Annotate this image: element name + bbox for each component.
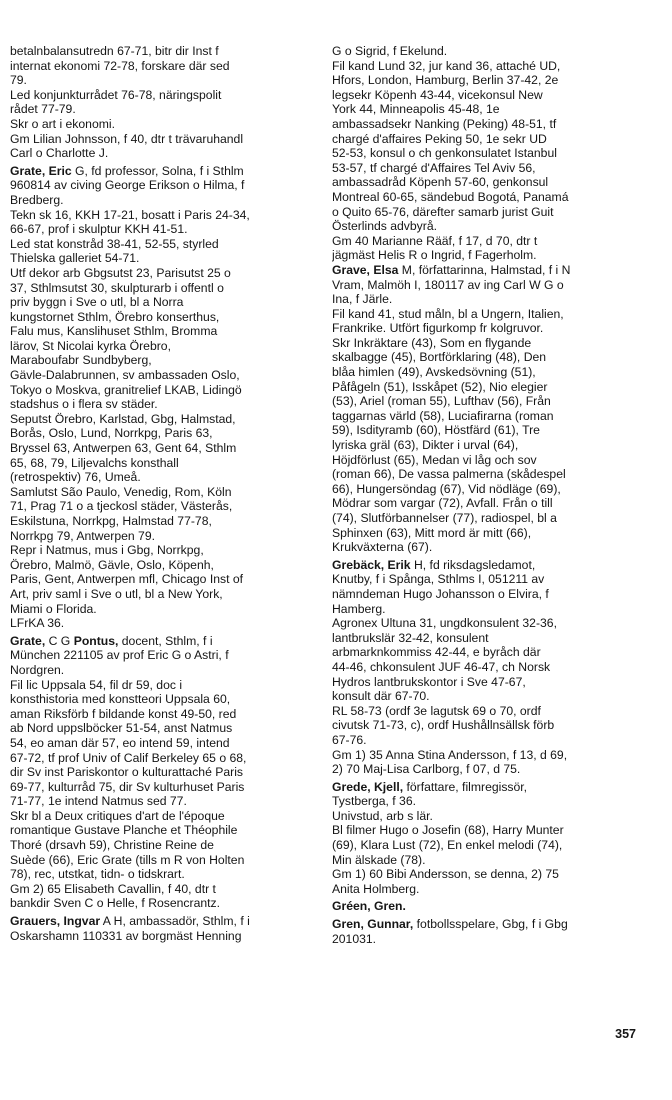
entry-text: München 221105 av prof Eric G o Astri, f xyxy=(10,648,229,663)
entry-text: jägmäst Helis R o Ingrid, f Fagerholm. xyxy=(332,248,537,263)
text-line xyxy=(332,733,644,748)
text-line xyxy=(332,102,644,117)
text-line xyxy=(332,809,644,824)
entry-text: Örebro, Malmö, Gävle, Oslo, Köpenh, xyxy=(10,557,214,572)
text-line xyxy=(332,175,644,190)
entry-text: M, författarinna, Halmstad, f i N xyxy=(398,262,571,277)
text-line xyxy=(332,838,644,853)
entry-text: 67-72, tf prof Univ of Calif Berkeley 65 o 68, xyxy=(10,750,247,765)
text-line xyxy=(10,426,322,441)
entry-text: Anita Holmberg. xyxy=(332,881,420,896)
text-line xyxy=(332,423,644,438)
entry-text: Krukväxterna (67). xyxy=(332,540,433,555)
text-line xyxy=(10,721,322,736)
entry-text: LFrKA 36. xyxy=(10,616,65,631)
text-line xyxy=(10,368,322,383)
entry-text: (roman 66), De vassa palmerna (skådespel xyxy=(332,467,566,482)
entry-text: konsthistoria med konstteori Uppsala 60, xyxy=(10,692,231,707)
entry-text: Gm Lilian Johnsson, f 40, dtr t trävaruhandl xyxy=(10,131,244,146)
text-line xyxy=(332,675,644,690)
text-line xyxy=(332,689,644,704)
entry-text: Skr bl a Deux critiques d'art de l'époque xyxy=(10,808,225,823)
entry-text: Nordgren. xyxy=(10,662,65,677)
entry-text: 53-57, tf chargé d'Affaires Tel Aviv 56, xyxy=(332,160,536,175)
entry-name: Gren, Gunnar, xyxy=(332,917,414,932)
entry-text: Art, priv saml i Sve o utl, bl a New York, xyxy=(10,586,223,601)
entry-name: Grate, Eric xyxy=(10,163,72,178)
entry-text: Vram, Malmöh I, 180117 av ing Carl W G o xyxy=(332,277,564,292)
text-line xyxy=(332,882,644,897)
text-line xyxy=(10,324,322,339)
text-line xyxy=(10,809,322,824)
text-line xyxy=(332,526,644,541)
text-line xyxy=(10,208,322,223)
entry-text: 66-67, prof i skulptur KKH 41-51. xyxy=(10,222,188,237)
text-line xyxy=(332,73,644,88)
entry-text: Falu mus, Kanslihuset Sthlm, Bromma xyxy=(10,324,218,339)
entry-heading-line xyxy=(10,914,322,929)
text-line xyxy=(332,616,644,631)
entry-text: Knutby, f i Spånga, Sthlms I, 051211 av xyxy=(332,572,545,587)
entry-text: Tystberga, f 36. xyxy=(332,794,417,809)
entry-text: Bredberg. xyxy=(10,192,64,207)
text-line xyxy=(10,251,322,266)
entry-text: chargé d'affaires Peking 50, 1e sekr UD xyxy=(332,131,547,146)
text-line xyxy=(332,278,644,293)
entry-text: Gm 1) 35 Anna Stina Andersson, f 13, d 69, xyxy=(332,747,568,762)
text-line xyxy=(332,321,644,336)
text-line xyxy=(332,350,644,365)
entry-text: RL 58-73 (ordf 3e lagutsk 69 o 70, ordf xyxy=(332,703,541,718)
text-line xyxy=(332,748,644,763)
text-line xyxy=(10,587,322,602)
text-line xyxy=(10,44,322,59)
text-line xyxy=(10,751,322,766)
entry-text: arbmarknkommiss 42-44, e byråch där xyxy=(332,645,541,660)
text-line xyxy=(332,540,644,555)
entry-heading-line xyxy=(332,899,644,914)
text-line xyxy=(10,572,322,587)
text-line xyxy=(10,397,322,412)
text-line xyxy=(332,380,644,395)
entry-text: Fil kand 41, stud måln, bl a Ungern, Italien, xyxy=(332,306,564,321)
entry-text: G o Sigrid, f Ekelund. xyxy=(332,44,448,58)
entry-text: Maraboufabr Sundbyberg, xyxy=(10,353,152,368)
entry-text: 71-77, 1e intend Natmus sed 77. xyxy=(10,794,187,809)
entry-text: legsekr Köpenh 43-44, vicekonsul New xyxy=(332,87,543,102)
entry-text: blåa himlen (49), Avskedsövning (51), xyxy=(332,365,536,380)
entry-text: Eskilstuna, Norrkpg, Halmstad 77-78, xyxy=(10,514,212,528)
text-line xyxy=(332,496,644,511)
entry-text: Ina, f Järle. xyxy=(332,292,393,307)
entry-text: Repr i Natmus, mus i Gbg, Norrkpg, xyxy=(10,543,204,558)
entry-text: 78), rec, utstkat, tidn- o tidskrart. xyxy=(10,867,185,882)
entry-text: Skr Inkräktare (43), Som en flygande xyxy=(332,335,532,350)
entry-name: Pontus, xyxy=(73,633,119,648)
entry-text: 52-53, konsul o ch genkonsulatet Istanbul xyxy=(332,146,557,161)
entry-text: 66), Hungersöndag (67), Vid nödläge (69), xyxy=(332,481,561,496)
entry-text: 37, Sthlmsutst 30, skulpturarb i offentl o xyxy=(10,280,224,295)
text-line xyxy=(10,499,322,514)
text-line xyxy=(10,765,322,780)
text-line xyxy=(332,190,644,205)
right-column xyxy=(332,44,644,946)
entry-name: Grede, Kjell, xyxy=(332,779,404,794)
entry-text: fotbollsspelare, Gbg, f i Gbg xyxy=(413,917,568,932)
entry-text: taggarnas värld (58), Luciafirarna (roman xyxy=(332,408,554,423)
entry-text: docent, Sthlm, f i xyxy=(118,633,213,648)
entry-text: o Quito 65-76, därefter samarb jurist Guit xyxy=(332,204,554,219)
entry-text: Gm 2) 65 Elisabeth Cavallin, f 40, dtr t xyxy=(10,881,216,896)
text-line xyxy=(10,132,322,147)
entry-text: Thielska galleriet 54-71. xyxy=(10,251,140,266)
text-line xyxy=(10,266,322,281)
entry-text: lärov, St Nicolai kyrka Örebro, xyxy=(10,338,171,353)
text-line xyxy=(10,470,322,485)
entry-text: ambassadråd Köpenh 57-60, genkonsul xyxy=(332,175,549,190)
text-line xyxy=(10,929,322,944)
text-line xyxy=(10,88,322,103)
entry-heading-line xyxy=(10,164,322,179)
text-line xyxy=(332,336,644,351)
entry-text: (74), Slutförbannelser (77), radiospel, bl a xyxy=(332,511,557,525)
entry-name: Grave, Elsa xyxy=(332,262,399,277)
text-line xyxy=(332,44,644,59)
entry-name: Grate, xyxy=(10,633,46,648)
entry-text: ambassadsekr Nanking (Peking) 48-51, tf xyxy=(332,116,557,131)
text-line xyxy=(10,295,322,310)
text-line xyxy=(332,645,644,660)
entry-text: lantbrukslär 32-42, konsulent xyxy=(332,630,489,645)
entry-text: priv byggn i Sve o utl, bl a Norra xyxy=(10,295,184,310)
text-line xyxy=(332,438,644,453)
text-line xyxy=(10,353,322,368)
text-line xyxy=(10,178,322,193)
text-line xyxy=(10,73,322,88)
text-line xyxy=(10,896,322,911)
entry-text: Oskarshamn 110331 av borgmäst Henning xyxy=(10,928,242,943)
entry-text: Agronex Ultuna 31, ungdkonsulent 32-36, xyxy=(332,616,557,631)
entry-text: Miami o Florida. xyxy=(10,601,97,616)
entry-text: rådet 77-79. xyxy=(10,102,76,117)
entry-text: Samlutst São Paulo, Venedig, Rom, Köln xyxy=(10,484,232,499)
entry-text: Montreal 60-65, sändebud Bogotá, Panamá xyxy=(332,189,569,204)
text-line xyxy=(10,678,322,693)
entry-text: 71, Prag 71 o a tjeckosl städer, Västerås, xyxy=(10,499,233,514)
text-line xyxy=(332,631,644,646)
text-line xyxy=(332,704,644,719)
text-line xyxy=(332,853,644,868)
text-line xyxy=(10,736,322,751)
entry-text: Gm 1) 60 Bibi Andersson, se denna, 2) 75 xyxy=(332,867,559,882)
text-line xyxy=(332,932,644,947)
entry-text: C G xyxy=(45,633,74,648)
text-line xyxy=(10,146,322,161)
text-line xyxy=(10,853,322,868)
text-line xyxy=(10,193,322,208)
text-line xyxy=(332,453,644,468)
text-line xyxy=(10,102,322,117)
text-line xyxy=(10,882,322,897)
entry-text: romantique Gustave Planche et Théophile xyxy=(10,823,238,838)
entry-text: Gävle-Dalabrunnen, sv ambassaden Oslo, xyxy=(10,368,240,383)
entry-text: 67-76. xyxy=(332,732,367,747)
entry-text: Österlinds advbyrå. xyxy=(332,219,437,234)
text-line xyxy=(10,310,322,325)
text-line xyxy=(10,794,322,809)
text-line xyxy=(332,248,644,263)
text-line xyxy=(332,292,644,307)
text-line xyxy=(10,383,322,398)
text-line xyxy=(10,485,322,500)
entry-text: Tekn sk 16, KKH 17-21, bosatt i Paris 24-34, xyxy=(10,207,250,222)
text-line xyxy=(10,222,322,237)
text-line xyxy=(332,587,644,602)
entry-text: stadshus o i flera sv städer. xyxy=(10,397,158,412)
entry-name: Gréen, Gren. xyxy=(332,899,406,914)
entry-text: Höjdförlust (65), Medan vi låg och sov xyxy=(332,452,537,467)
text-line xyxy=(10,441,322,456)
entry-text: Thoré (drsavh 59), Christine Reine de xyxy=(10,838,214,853)
text-line xyxy=(332,511,644,526)
text-line xyxy=(10,692,322,707)
entry-text: Bl filmer Hugo o Josefin (68), Harry Munter xyxy=(332,823,564,838)
entry-text: Skr o art i ekonomi. xyxy=(10,116,115,131)
entry-text: Univstud, arb s lär. xyxy=(332,808,433,823)
text-line xyxy=(332,602,644,617)
entry-heading-line xyxy=(332,558,644,573)
text-line xyxy=(10,558,322,573)
text-line xyxy=(332,365,644,380)
text-line xyxy=(332,762,644,777)
entry-text: G, fd professor, Solna, f i Sthlm xyxy=(71,163,244,178)
entry-text: Suède (66), Eric Grate (tills m R von Holten xyxy=(10,852,245,867)
text-line xyxy=(332,219,644,234)
entry-text: Mödrar som vargar (72), Avfall. Från o till xyxy=(332,496,553,511)
entry-name: Grauers, Ingvar xyxy=(10,914,101,929)
text-line xyxy=(10,648,322,663)
entry-heading-line xyxy=(332,780,644,795)
entry-text: Bryssel 63, Antwerpen 63, Gent 64, Sthlm xyxy=(10,441,237,456)
text-line xyxy=(10,663,322,678)
entry-text: A H, ambassadör, Sthlm, f i xyxy=(100,914,250,929)
entry-text: Led konjunkturrådet 76-78, näringspolit xyxy=(10,87,222,102)
entry-text: Fil kand Lund 32, jur kand 36, attaché UD, xyxy=(332,58,561,73)
entry-text: Hfors, London, Hamburg, Berlin 37-42, 2e xyxy=(332,73,559,88)
entry-text: Paris, Gent, Antwerpen mfl, Chicago Inst of xyxy=(10,572,244,587)
entry-text: Led stat konstråd 38-41, 52-55, styrled xyxy=(10,236,219,251)
text-line xyxy=(332,205,644,220)
entry-text: ab Nord uppslböcker 51-54, anst Natmus xyxy=(10,721,233,736)
text-line xyxy=(10,823,322,838)
entry-heading-line xyxy=(10,634,322,649)
text-line xyxy=(332,146,644,161)
entry-text: nämndeman Hugo Johansson o Elvira, f xyxy=(332,586,549,601)
entry-text: kungstornet Sthlm, Örebro konserthus, xyxy=(10,309,220,324)
text-line xyxy=(332,132,644,147)
text-line xyxy=(332,117,644,132)
entry-text: konsult där 67-70. xyxy=(332,689,430,704)
entry-text: 960814 av civing George Erikson o Hilma, f xyxy=(10,178,245,193)
text-line xyxy=(332,394,644,409)
entry-text: lyriska gräl (63), Dikter i urval (64), xyxy=(332,438,519,453)
entry-text: Seputst Örebro, Karlstad, Gbg, Halmstad, xyxy=(10,411,236,426)
text-line xyxy=(332,660,644,675)
text-line xyxy=(332,823,644,838)
text-line xyxy=(332,482,644,497)
entry-text: Min älskade (78). xyxy=(332,852,426,867)
entry-text: betalnbalansutredn 67-71, bitr dir Inst f xyxy=(10,44,219,58)
entry-text: Sphinxen (63), Mitt mord är mitt (66), xyxy=(332,525,532,540)
entry-text: 44-46, chkonsulent JUF 46-47, ch Norsk xyxy=(332,659,551,674)
text-line xyxy=(10,543,322,558)
entry-text: Gm 40 Marianne Rääf, f 17, d 70, dtr t xyxy=(332,233,538,248)
text-line xyxy=(332,307,644,322)
entry-text: Fil lic Uppsala 54, fil dr 59, doc i xyxy=(10,677,183,692)
text-line xyxy=(10,838,322,853)
entry-text: bankdir Sven C o Helle, f Rosencrantz. xyxy=(10,896,220,911)
entry-text: York 44, Minneapolis 45-48, 1e xyxy=(332,102,500,117)
entry-text: Tokyo o Moskva, granitrelief LKAB, Lidingö xyxy=(10,382,242,397)
text-line xyxy=(10,339,322,354)
text-line xyxy=(10,616,322,631)
entry-text: dir Sv inst Pariskontor o kulturattaché Paris xyxy=(10,765,244,780)
entry-text: 201031. xyxy=(332,931,377,946)
entry-text: Hamberg. xyxy=(332,601,386,616)
text-line xyxy=(332,161,644,176)
entry-text: (53), Ariel (roman 55), Lufthav (56), Från xyxy=(332,394,551,409)
text-line xyxy=(332,718,644,733)
entry-text: Påfågeln (51), Isskåpet (52), Nio elegier xyxy=(332,379,548,394)
entry-text: Hydros lantbrukskontor i Sve 47-67, xyxy=(332,674,526,689)
entry-text: författare, filmregissör, xyxy=(403,779,528,794)
entry-heading-line xyxy=(332,263,644,278)
entry-text: 2) 70 Maj-Lisa Carlborg, f 07, d 75. xyxy=(332,762,521,777)
text-line xyxy=(10,514,322,529)
text-line xyxy=(332,794,644,809)
page-number: 357 xyxy=(615,1027,636,1041)
entry-text: (69), Klara Lust (72), En enkel melodi (74), xyxy=(332,838,563,853)
entry-name: Grebäck, Erik xyxy=(332,557,411,572)
text-line xyxy=(10,412,322,427)
entry-text: 69-77, kulturråd 75, dir Sv kulturhuset Paris xyxy=(10,779,245,794)
entry-text: 79. xyxy=(10,73,27,88)
entry-text: Norrkpg 79, Antwerpen 79. xyxy=(10,528,155,543)
entry-text: (retrospektiv) 76, Umeå. xyxy=(10,470,141,485)
text-line xyxy=(10,529,322,544)
entry-text: 65, 68, 79, Liljevalchs konsthall xyxy=(10,455,179,470)
text-line xyxy=(332,234,644,249)
text-line xyxy=(332,409,644,424)
entry-text: skalbagge (45), Bortförklaring (48), Den xyxy=(332,350,547,365)
entry-text: civutsk 71-73, c), ordf Hushållnsällsk förb xyxy=(332,718,555,733)
text-line xyxy=(332,467,644,482)
text-line xyxy=(332,59,644,74)
entry-heading-line xyxy=(332,917,644,932)
entry-text: Carl o Charlotte J. xyxy=(10,146,109,161)
text-line xyxy=(10,117,322,132)
text-line xyxy=(10,456,322,471)
entry-text: Utf dekor arb Gbgsutst 23, Parisutst 25 o xyxy=(10,265,231,280)
entry-text: Frankrike. Utfört figurkomp fr kolgruvor. xyxy=(332,321,544,336)
entry-text: 54, eo aman där 57, eo intend 59, intend xyxy=(10,735,230,750)
text-line xyxy=(10,59,322,74)
entry-text: aman Riksförb f bildande konst 49-50, red xyxy=(10,706,237,721)
entry-text: Borås, Oslo, Lund, Norrkpg, Paris 63, xyxy=(10,426,213,441)
entry-text: internat ekonomi 72-78, forskare där sed xyxy=(10,58,230,73)
text-line xyxy=(332,88,644,103)
text-line xyxy=(10,281,322,296)
text-line xyxy=(10,780,322,795)
text-line xyxy=(10,237,322,252)
text-line xyxy=(332,572,644,587)
left-column xyxy=(10,44,322,943)
entry-text: 59), Isdityramb (60), Höstfärd (61), Tre xyxy=(332,423,540,438)
text-line xyxy=(10,707,322,722)
text-line xyxy=(332,867,644,882)
text-line xyxy=(10,602,322,617)
entry-text: H, fd riksdagsledamot, xyxy=(410,557,536,572)
text-line xyxy=(10,867,322,882)
